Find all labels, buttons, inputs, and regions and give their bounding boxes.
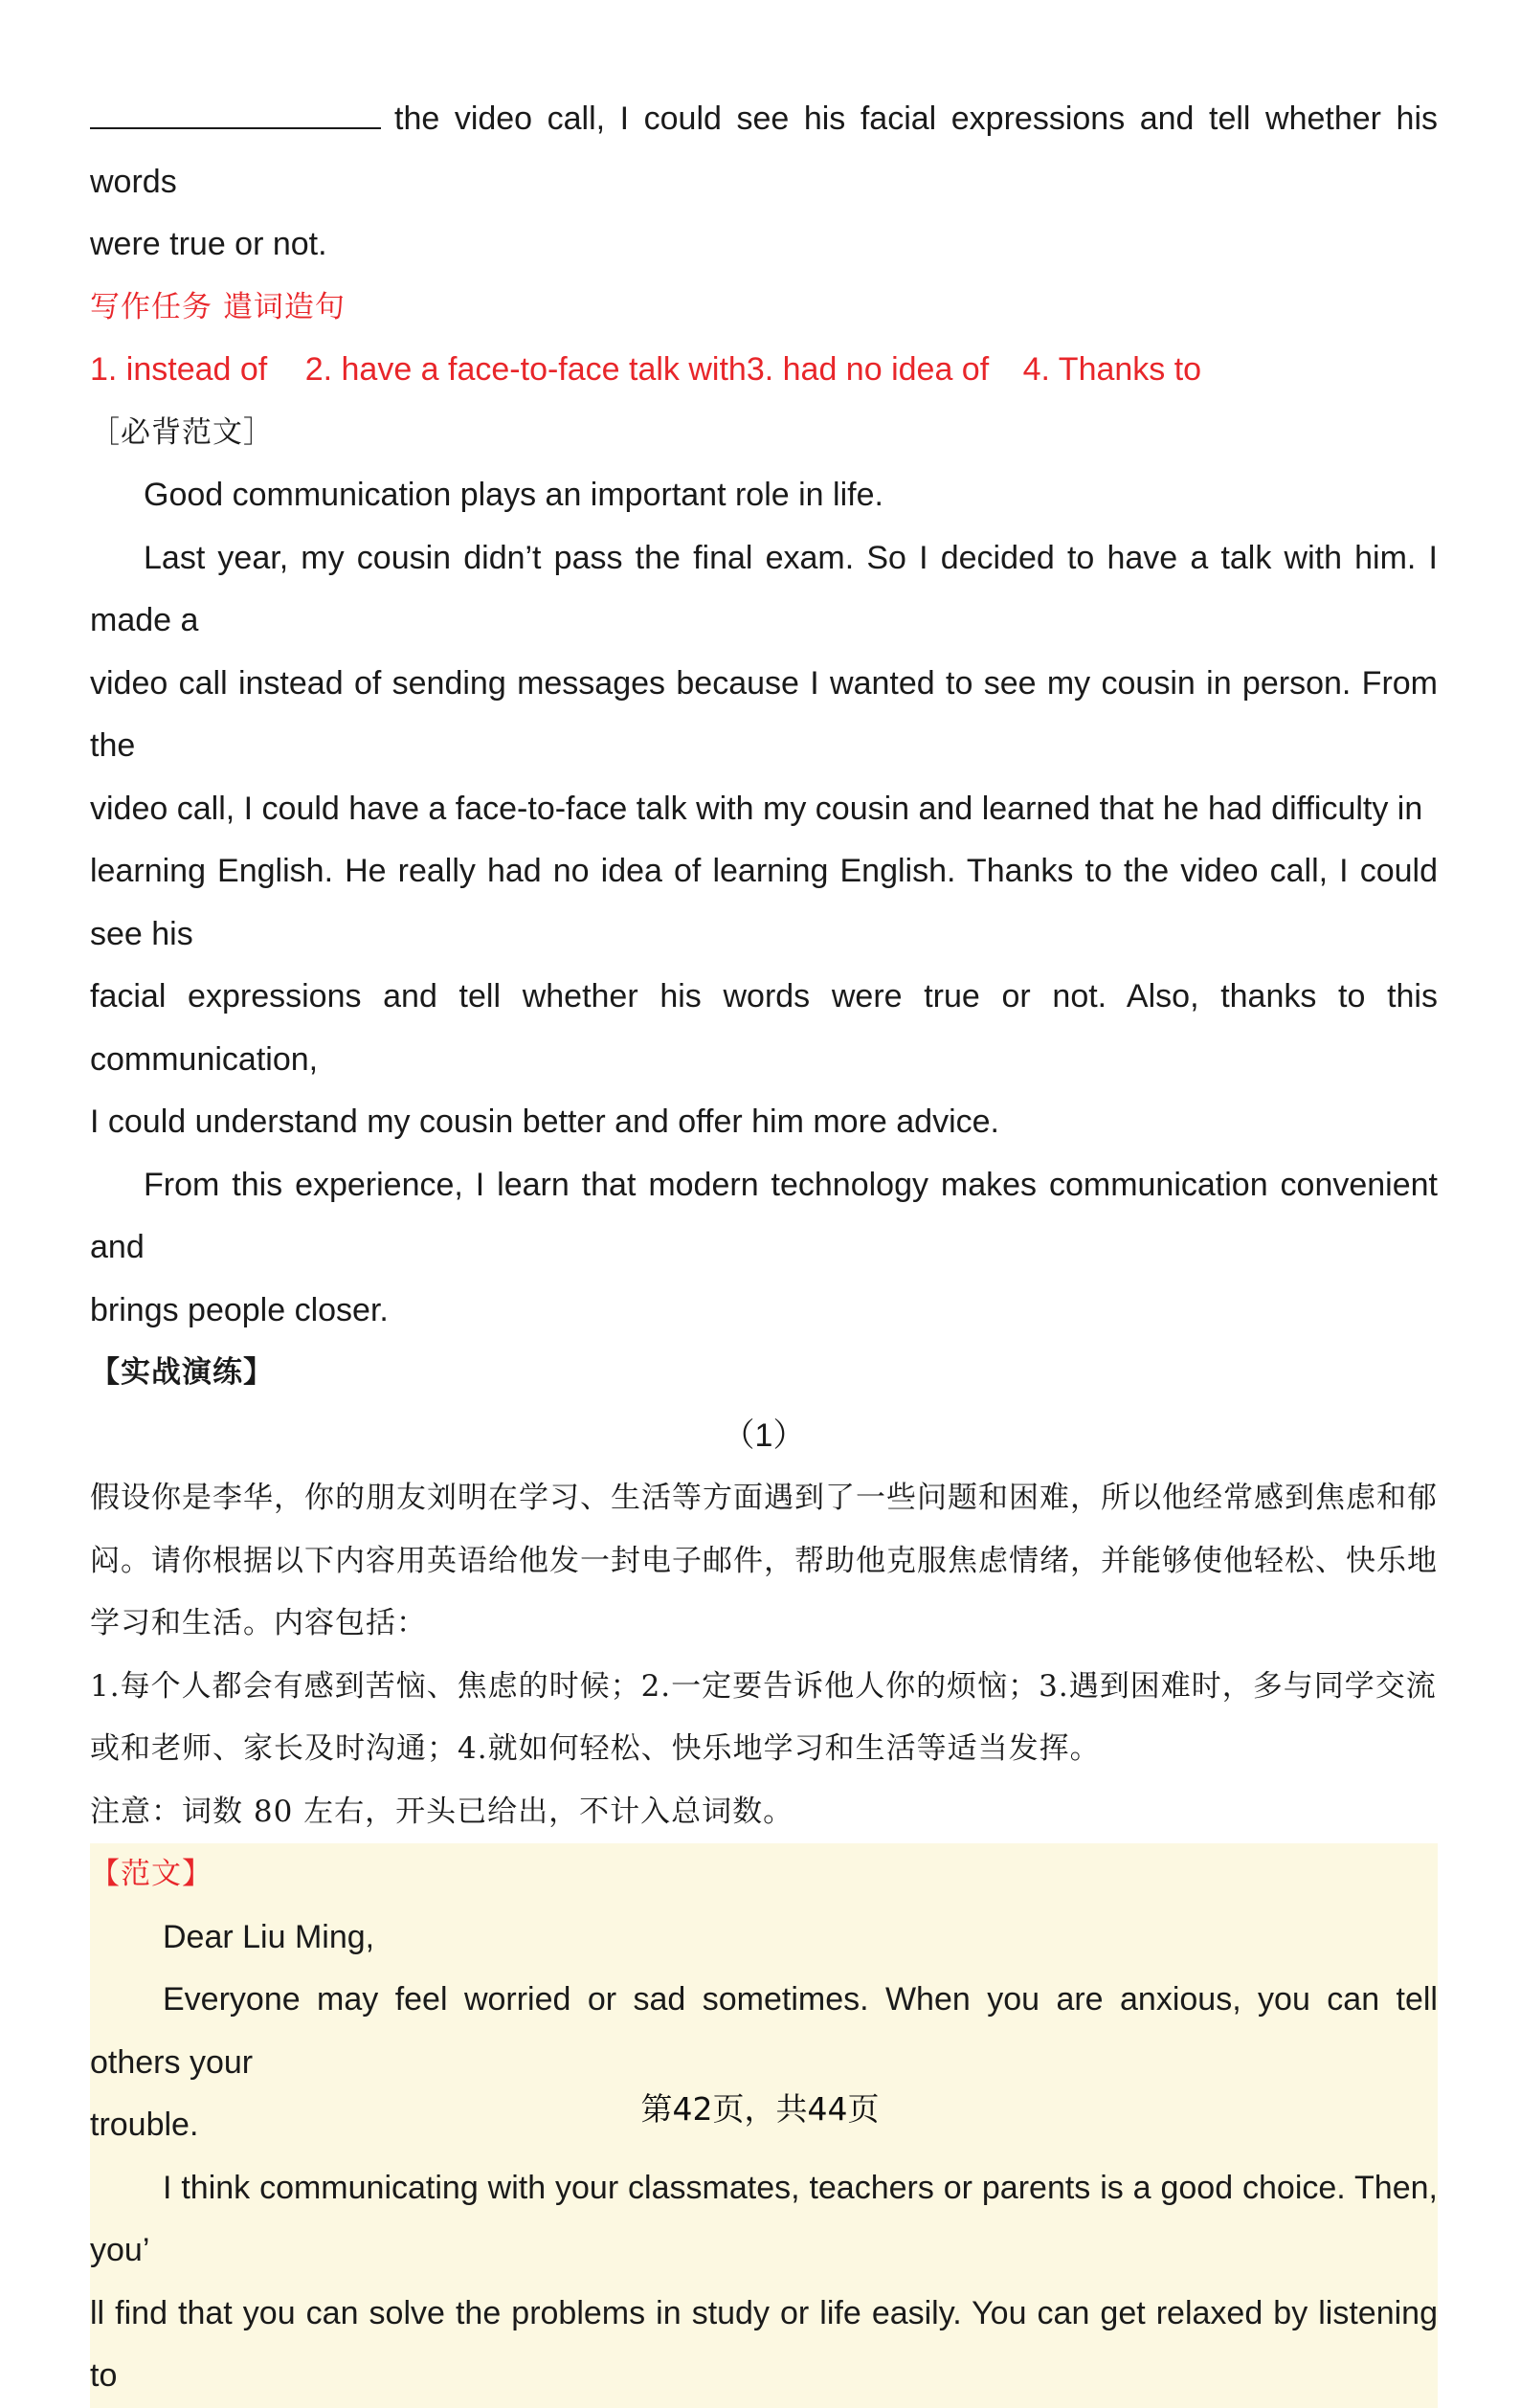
sample-line: Dear Liu Ming, bbox=[163, 1918, 375, 1955]
sample-line: I think communicating with your classmates, teachers or parents is a good choice. Then, you’ bbox=[90, 2169, 1438, 2268]
practice-line: 1.每个人都会有感到苦恼、焦虑的时候；2.一定要告诉他人你的烦恼；3.遇到困难时，多与同学交流 bbox=[90, 1668, 1437, 1704]
answer-line-1: the video call, I could see his facial expressions and tell whether his words bbox=[90, 100, 1438, 200]
page-number: 第42页，共44页 bbox=[640, 2090, 880, 2128]
practice-heading: 【实战演练】 bbox=[90, 1355, 274, 1390]
practice-line: 闷。请你根据以下内容用英语给他发一封电子邮件，帮助他克服焦虑情绪，并能够使他轻松、快乐地 bbox=[90, 1543, 1438, 1578]
practice-number: （1） bbox=[722, 1416, 806, 1454]
essay-line: learning English. He really had no idea of learning English. Thanks to the video call, I could see his bbox=[90, 853, 1438, 952]
essay-line: I could understand my cousin better and offer him more advice. bbox=[90, 1104, 999, 1140]
task-item-2: 2. have a face-to-face talk with3. had no idea of bbox=[304, 351, 990, 388]
sample-line: Everyone may feel worried or sad sometimes. When you are anxious, you can tell others your bbox=[90, 1981, 1438, 2081]
task-item-3: 4. Thanks to bbox=[1022, 351, 1202, 388]
fill-blank bbox=[90, 125, 381, 129]
model-essay-heading: ［必背范文］ bbox=[90, 414, 274, 450]
essay-line: From this experience, I learn that modern technology makes communication convenient and bbox=[90, 1166, 1438, 1265]
practice-line: 注意：词数 80 左右，开头已给出，不计入总词数。 bbox=[90, 1794, 794, 1829]
essay-line: Good communication plays an important role in life. bbox=[144, 477, 883, 513]
writing-task-items bbox=[90, 339, 1438, 402]
essay-line: brings people closer. bbox=[90, 1291, 389, 1328]
essay-line: facial expressions and tell whether his words were true or not. Also, thanks to this communication, bbox=[90, 978, 1438, 1078]
document-page bbox=[90, 88, 1438, 2408]
practice-line: 学习和生活。内容包括： bbox=[90, 1606, 427, 1640]
answer-line-2: were true or not. bbox=[90, 226, 327, 262]
practice-line: 或和老师、家长及时沟通；4.就如何轻松、快乐地学习和生活等适当发挥。 bbox=[90, 1731, 1101, 1766]
essay-line: video call, I could have a face-to-face talk with my cousin and learned that he had difficulty in bbox=[90, 790, 1423, 827]
essay-line: video call instead of sending messages because I wanted to see my cousin in person. From the bbox=[90, 664, 1438, 764]
sample-line: trouble. bbox=[90, 2107, 199, 2143]
sample-line: ll find that you can solve the problems in study or life easily. You can get relaxed by listening to bbox=[90, 2294, 1438, 2394]
essay-line: Last year, my cousin didn’t pass the final exam. So I decided to have a talk with him. I made a bbox=[90, 539, 1438, 638]
writing-task-heading: 写作任务 遣词造句 bbox=[90, 289, 346, 324]
task-item-1: 1. instead of bbox=[90, 351, 268, 388]
sample-heading: 【范文】 bbox=[90, 1857, 212, 1891]
practice-line: 假设你是李华，你的朋友刘明在学习、生活等方面遇到了一些问题和困难，所以他经常感到焦虑和郁 bbox=[90, 1481, 1438, 1515]
